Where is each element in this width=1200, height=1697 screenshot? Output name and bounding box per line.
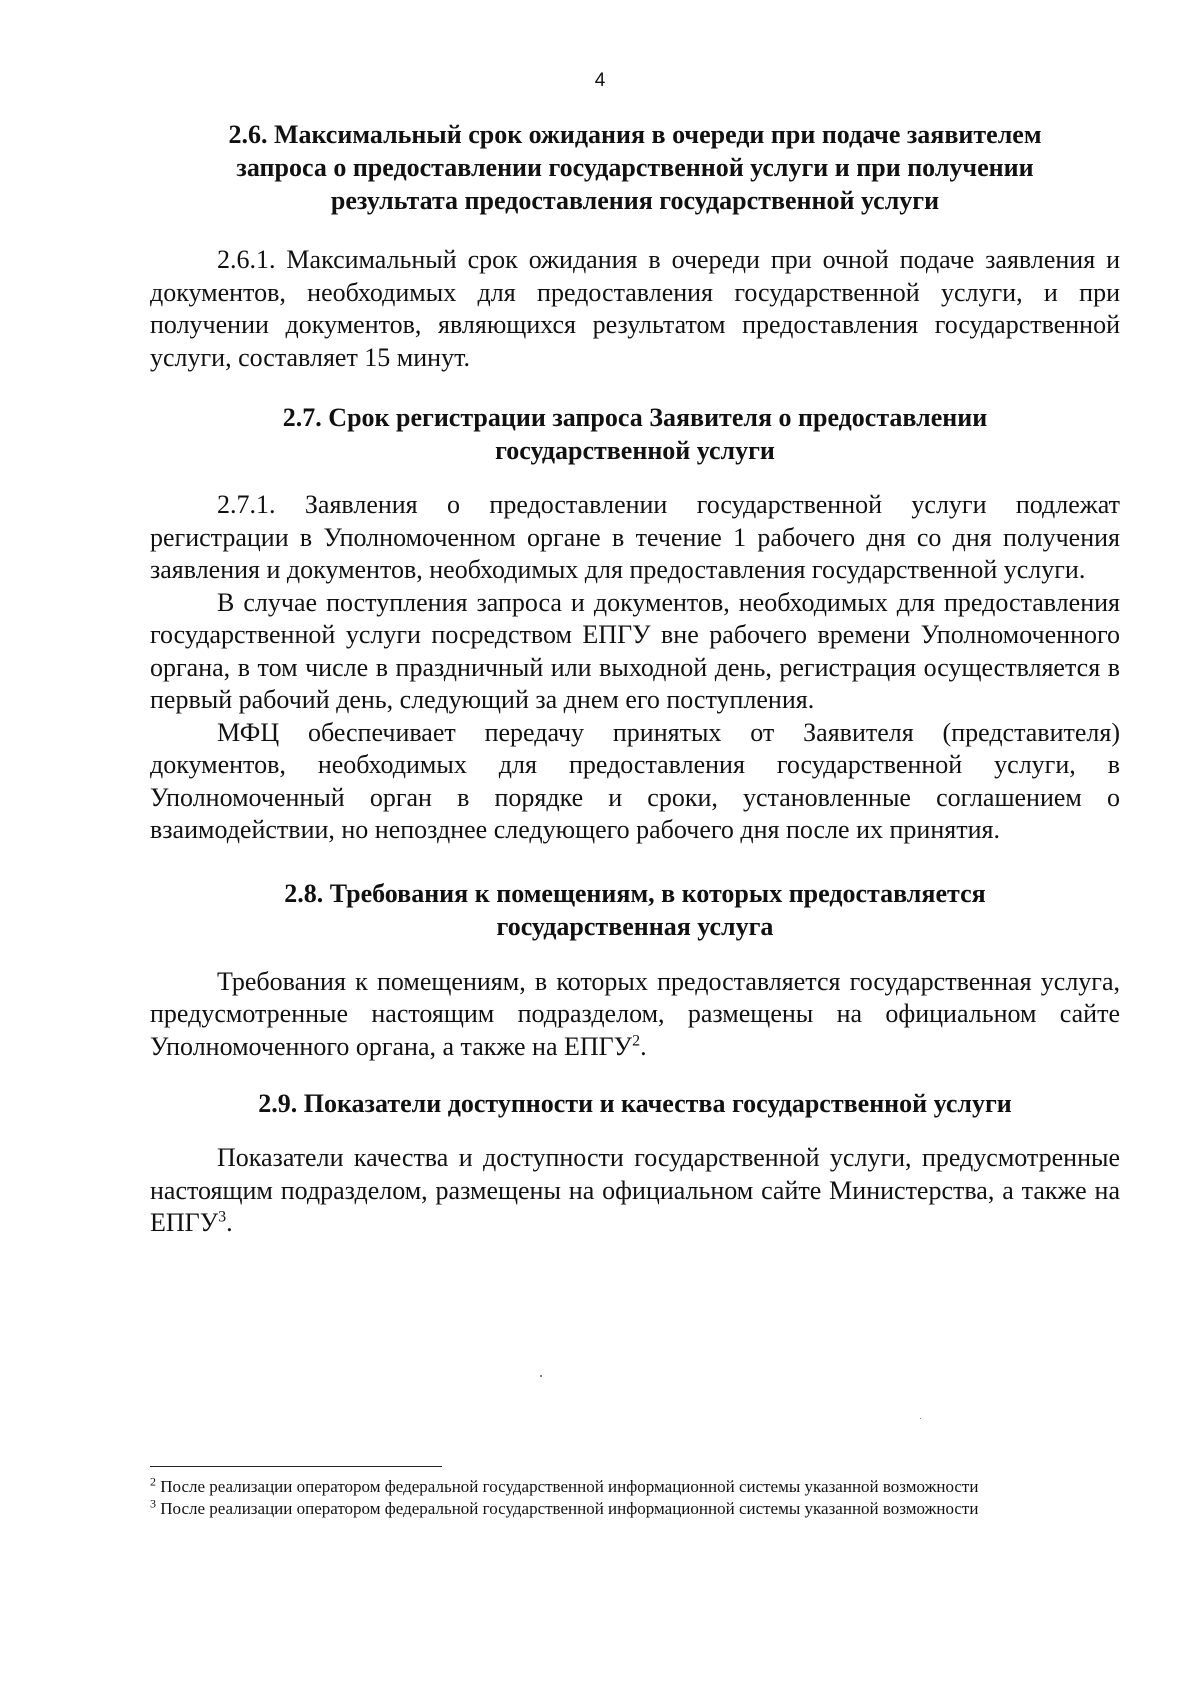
paragraph-text: Показатели качества и доступности государственной услуги, предусмотренные настоящим подразделом, размещены на официальном сайте Министерства, а также на ЕПГУ (150, 1143, 1120, 1237)
footnote-3 (150, 1498, 1030, 1520)
scan-speck (540, 1375, 542, 1377)
paragraph-2-6-1: 2.6.1. Максимальный срок ожидания в очереди при очной подаче заявления и документов, необходимых для предоставления государственной услуги, и при получении документов, являющихся результатом предоставления государственной услуги, составляет 15 минут. (150, 245, 1120, 372)
section-heading-2-8 (150, 877, 1120, 943)
paragraph-2-9 (150, 1142, 1120, 1240)
page-number: 4 (594, 70, 606, 91)
paragraph-end: . (640, 1031, 647, 1061)
heading-line: государственной услуги (495, 436, 775, 465)
heading-line: результата предоставления государственной услуги (330, 186, 940, 215)
paragraph-text: Требования к помещениям, в которых предоставляется государственная услуга, предусмотренные настоящим подразделом, размещены на официальном сайте Уполномоченного органа, а также на ЕПГУ (150, 966, 1120, 1061)
footnote-ref-3[interactable]: 3 (218, 1208, 227, 1226)
paragraph-2-7-mfc: МФЦ обеспечивает передачу принятых от Заявителя (представителя) документов, необходимых для предоставления государственной услуги, в Уполномоченный орган в порядке и сроки, установленные соглашением о взаимодействии, но непозднее следующего рабочего дня после их принятия. (150, 717, 1120, 844)
heading-line: 2.9. Показатели доступности и качества государственной услуги (258, 1089, 1012, 1118)
footnotes (150, 1476, 1030, 1520)
footnote-mark: 3 (150, 1496, 156, 1511)
footnote-2 (150, 1476, 1030, 1498)
heading-line: 2.7. Срок регистрации запроса Заявителя о предоставлении (282, 403, 988, 432)
section-heading-2-9 (150, 1087, 1120, 1120)
scan-speck (920, 1418, 921, 1419)
footnote-separator (150, 1466, 442, 1467)
footnote-text: После реализации оператором федеральной государственной информационной системы указанной возможности (160, 1499, 979, 1518)
paragraph-2-7-epgu: В случае поступления запроса и документов, необходимых для предоставления государственной услуги посредством ЕПГУ вне рабочего времени Уполномоченного органа, в том числе в праздничный или выходной день, регистрация осуществляется в первый рабочий день, следующий за днем его поступления. (150, 587, 1120, 714)
section-heading-2-6 (150, 118, 1120, 217)
footnote-ref-2[interactable]: 2 (632, 1031, 641, 1049)
footnote-mark: 2 (150, 1474, 156, 1489)
paragraph-2-7-1: 2.7.1. Заявления о предоставлении государственной услуги подлежат регистрации в Уполномоченном органе в течение 1 рабочего дня со дня получения заявления и документов, необходимых для предоставления государственной услуги. (150, 490, 1120, 584)
heading-line: государственная услуга (496, 911, 774, 941)
heading-line: запроса о предоставлении государственной услуги и при получении (236, 153, 1034, 182)
paragraph-2-8 (150, 966, 1120, 1064)
section-heading-2-7 (150, 401, 1120, 467)
footnote-text: После реализации оператором федеральной государственной информационной системы указанной возможности (160, 1477, 979, 1496)
heading-line: 2.6. Максимальный срок ожидания в очереди при подаче заявителем (228, 120, 1042, 149)
heading-line: 2.8. Требования к помещениям, в которых предоставляется (284, 878, 986, 908)
document-body (150, 118, 1120, 1240)
paragraph-end: . (226, 1208, 233, 1237)
